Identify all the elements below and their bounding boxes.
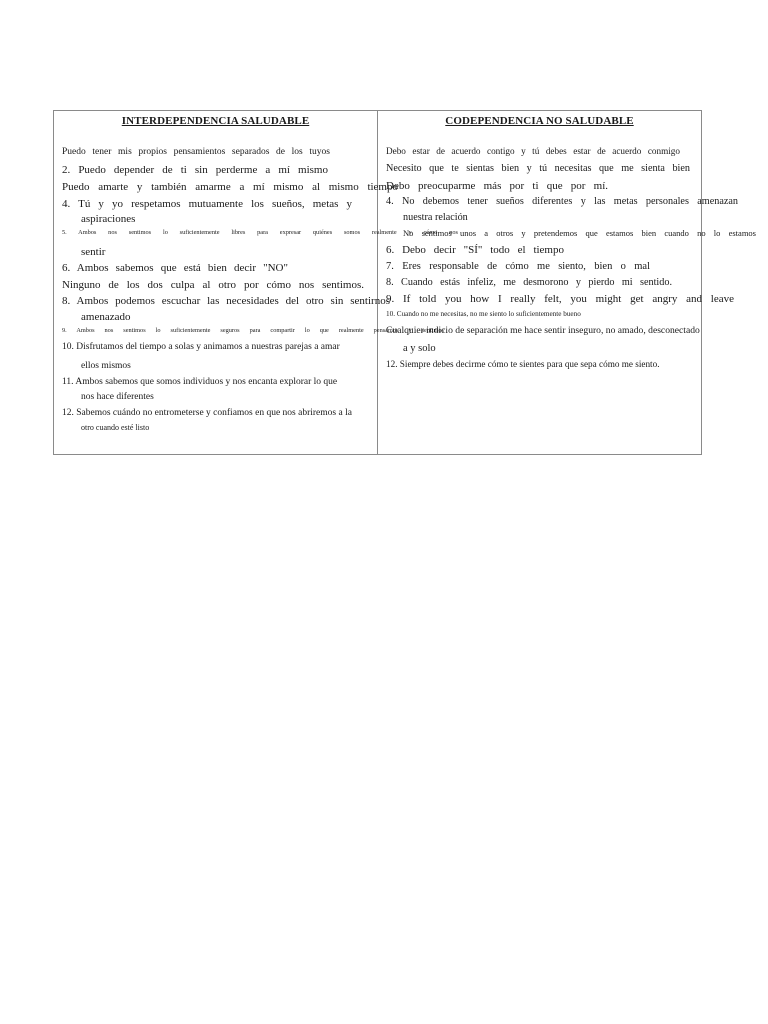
left-line-18: otro cuando esté listo — [81, 423, 150, 432]
right-line-9: 8. Cuando estás infeliz, me desmorono y pierdo mi sentido. — [386, 277, 672, 288]
right-line-5: nuestra relación — [403, 212, 468, 223]
left-line-3: Puedo amarte y también amarme a mí mismo al mismo tiempo — [62, 181, 398, 193]
left-line-2: 2. Puedo depender de ti sin perderme a mí mismo — [62, 164, 328, 176]
left-line-10: 8. Ambos podemos escuchar las necesidades del otro sin sentirnos — [62, 295, 390, 307]
left-line-16: nos hace diferentes — [81, 392, 154, 402]
left-line-11: amenazado — [81, 311, 131, 323]
left-line-9: Ninguno de los dos culpa al otro por cómo nos sentimos. — [62, 279, 364, 291]
right-line-3: Debo preocuparme más por ti que por mí. — [386, 180, 608, 192]
right-line-6: No sentimos unos a otros y pretendemos que estamos bien cuando no lo estamos — [403, 228, 756, 238]
right-line-4: 4. No debemos tener sueños diferentes y las metas personales amenazan — [386, 196, 738, 207]
left-line-1: Puedo tener mis propios pensamientos separados de los tuyos — [62, 147, 330, 157]
left-line-8: 6. Ambos sabemos que está bien decir "NO" — [62, 262, 288, 274]
right-line-10: 9. If told you how I really felt, you might get angry and leave — [386, 293, 734, 305]
left-line-5: aspiraciones — [81, 213, 136, 225]
right-line-13: a y solo — [403, 343, 436, 354]
right-line-11: 10. Cuando no me necesitas, no me siento lo suficientemente bueno — [386, 310, 581, 318]
right-line-2: Necesito que te sientas bien y tú necesitas que me sienta bien — [386, 163, 690, 174]
right-line-14: 12. Siempre debes decirme cómo te sientes para que sepa cómo me siento. — [386, 359, 660, 369]
right-column — [378, 111, 756, 454]
right-line-7: 6. Debo decir "SÍ" todo el tiempo — [386, 244, 564, 256]
right-line-12: Cualquier indicio de separación me hace sentir inseguro, no amado, desconectado — [386, 325, 700, 336]
left-line-4: 4. Tú y yo respetamos mutuamente los sueños, metas y — [62, 198, 352, 210]
left-line-7: sentir — [81, 246, 106, 258]
left-heading: INTERDEPENDENCIA SALUDABLE — [121, 115, 310, 127]
left-line-12: 9. Ambos nos sentimos lo suficientemente seguros para compartir lo que realmente pensamos y sentimos — [62, 327, 444, 334]
left-line-17: 12. Sabemos cuándo no entrometerse y confiamos en que nos abriremos a la — [62, 408, 352, 418]
right-line-8: 7. Eres responsable de cómo me siento, bien o mal — [386, 261, 650, 272]
left-line-15: 11. Ambos sabemos que somos individuos y nos encanta explorar lo que — [62, 377, 338, 387]
left-line-14: ellos mismos — [81, 361, 131, 371]
right-line-1: Debo estar de acuerdo contigo y tú debes estar de acuerdo conmigo — [386, 146, 680, 156]
comparison-table — [53, 110, 756, 455]
left-line-13: 10. Disfrutamos del tiempo a solas y animamos a nuestras parejas a amar — [62, 342, 340, 352]
right-heading: CODEPENDENCIA NO SALUDABLE — [445, 115, 634, 127]
left-line-6: 5. Ambos nos sentimos lo suficientemente libres para expresar quiénes somos realmente y cómo nos — [62, 229, 458, 236]
